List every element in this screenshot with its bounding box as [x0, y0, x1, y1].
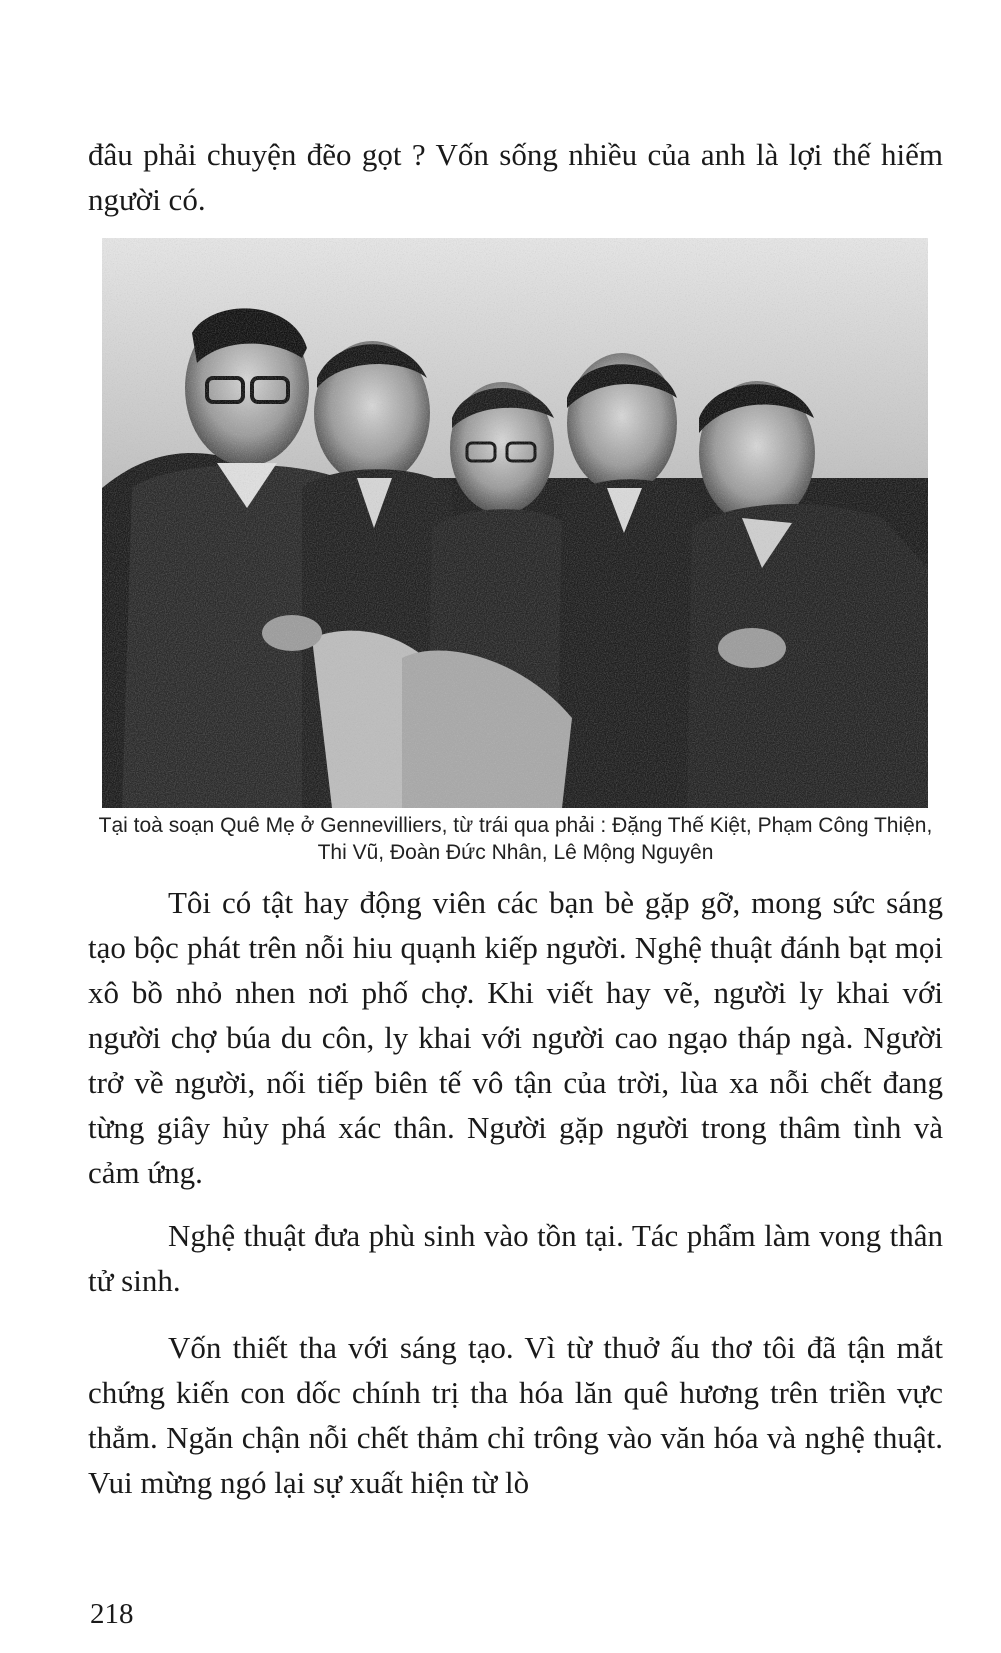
paragraph-3: Vốn thiết tha với sáng tạo. Vì từ thuở ấu thơ tôi đã tận mắt chứng kiến con dốc chính trị tha hóa lăn quê hương trên triền vực thẳm. Ngăn chận nỗi chết thảm chỉ trông vào văn hóa và nghệ thuật. Vui mừng ngó lại sự xuất hiện từ lò — [88, 1330, 943, 1500]
paragraph-continued: đâu phải chuyện đẽo gọt ? Vốn sống nhiều của anh là lợi thế hiếm người có. — [88, 137, 943, 217]
group-photo-image — [102, 238, 928, 808]
paragraph-2: Nghệ thuật đưa phù sinh vào tồn tại. Tác phẩm làm vong thân tử sinh. — [88, 1218, 943, 1298]
photo-caption: Tại toà soạn Quê Mẹ ở Gennevilliers, từ trái qua phải : Đặng Thế Kiệt, Phạm Công Thiện, Thi Vũ, Đoàn Đức Nhân, Lê Mộng Nguyên — [98, 814, 933, 864]
paragraph-1: Tôi có tật hay động viên các bạn bè gặp gỡ, mong sức sáng tạo bộc phát trên nỗi hiu quạnh kiếp người. Nghệ thuật đánh bạt mọi xô bồ nhỏ nhen nơi phố chợ. Khi viết hay vẽ, người ly khai với người chợ búa du côn, ly khai với người cao ngạo tháp ngà. Người trở về người, nối tiếp biên tế vô tận của trời, lùa xa nỗi chết đang từng giây hủy phá xác thân. Người gặp người trong thâm tình và cảm ứng. — [88, 885, 943, 1190]
page-number: 218 — [90, 1598, 134, 1630]
group-photo — [102, 238, 928, 808]
